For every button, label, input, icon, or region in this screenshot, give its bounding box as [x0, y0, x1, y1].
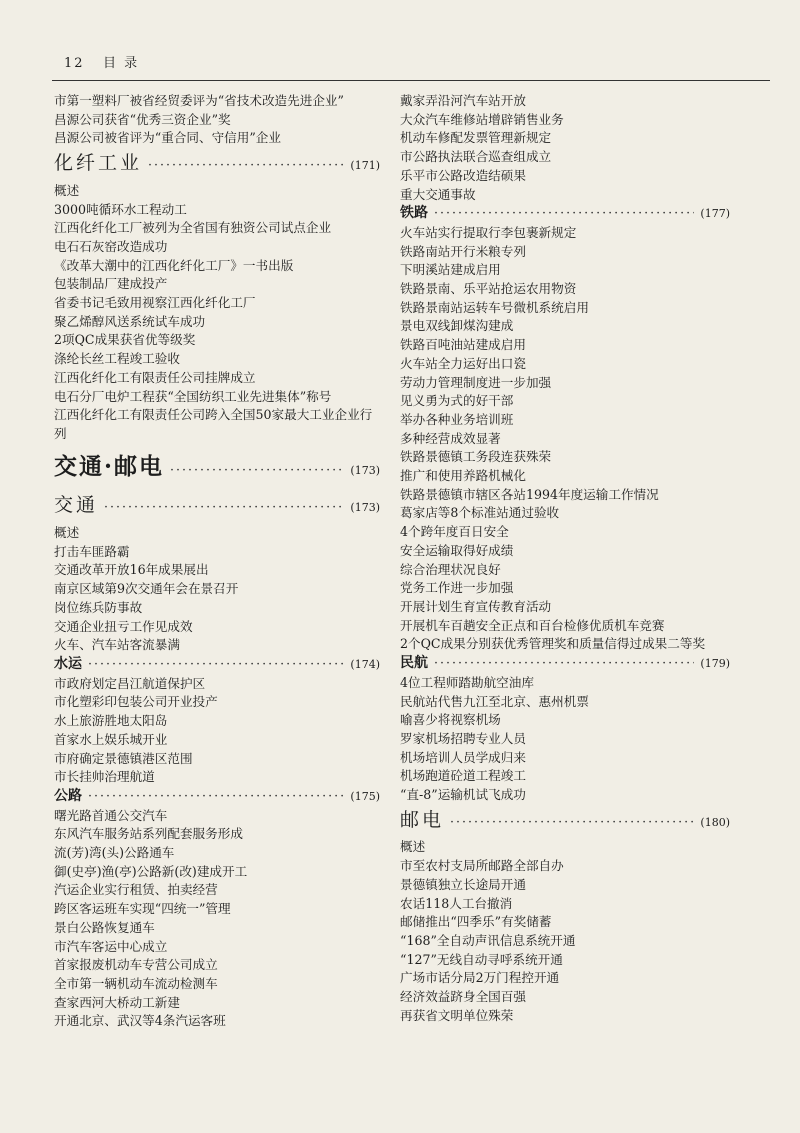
section-title: 交通	[54, 494, 99, 517]
section-title: 铁路	[400, 205, 428, 222]
toc-entry[interactable]: 农话118人工台撤消	[400, 895, 513, 911]
toc-entry[interactable]: 御(史亭)渔(亭)公路新(改)建成开工	[54, 863, 248, 879]
toc-entry[interactable]: 机场跑道砼道工程竣工	[400, 768, 526, 784]
toc-entry[interactable]: 铁路景南站运转车号微机系统启用	[400, 299, 589, 315]
toc-entry[interactable]: 罗家机场招聘专业人员	[400, 730, 526, 746]
toc-entry[interactable]: 机场培训人员学成归来	[400, 749, 526, 765]
toc-entry[interactable]: 市府确定景德镇港区范围	[54, 750, 193, 766]
toc-entry[interactable]: 见义勇为式的好干部	[400, 393, 514, 409]
toc-entry[interactable]: 聚乙烯醇风送系统试车成功	[54, 313, 206, 329]
toc-entry[interactable]: 市政府划定昌江航道保护区	[54, 675, 206, 691]
toc-entry[interactable]: 重大交通事故	[400, 186, 476, 202]
toc-entry[interactable]: 经济效益跻身全国百强	[400, 989, 526, 1005]
toc-entry[interactable]: 市长挂帅治理航道	[54, 769, 155, 785]
leader-dots	[148, 156, 344, 175]
leader-dots	[104, 498, 344, 517]
toc-entry[interactable]: 铁路南站开行米粮专列	[400, 243, 526, 259]
toc-entry[interactable]: 戴家弄沿河汽车站开放	[400, 93, 526, 108]
toc-entry[interactable]: 查家西河大桥动工新建	[54, 994, 180, 1010]
toc-entry[interactable]: 开展机车百趟安全正点和百台检修优质机车竞赛	[400, 617, 665, 633]
toc-entry[interactable]: 火车、汽车站客流暴满	[54, 637, 180, 653]
section-heading-transport[interactable]	[54, 496, 380, 518]
toc-entry[interactable]: 昌源公司获省“优秀三资企业”奖	[54, 111, 231, 127]
section-page: (173)	[350, 501, 380, 515]
toc-entry[interactable]: 市公路执法联合巡查组成立	[400, 149, 552, 165]
section-page: (179)	[700, 657, 730, 671]
toc-entry[interactable]: 岗位练兵防事故	[54, 599, 143, 615]
toc-entry[interactable]: 铁路百吨油站建成启用	[400, 337, 526, 353]
section-heading-chemical-fiber[interactable]	[54, 154, 380, 176]
section-page: (174)	[350, 657, 380, 671]
section-heading-railway[interactable]	[400, 204, 730, 224]
section-heading-post[interactable]	[400, 808, 730, 833]
toc-entry[interactable]: 火车站实行提取行李包裹新规定	[400, 224, 577, 240]
toc-entry[interactable]: 广场市话分局2万门程控开通	[400, 970, 560, 986]
leader-dots	[450, 813, 694, 832]
toc-entry[interactable]: 葛家店等8个标准站通过验收	[400, 505, 560, 521]
toc-entry[interactable]: 铁路景德镇工务段连获殊荣	[400, 449, 552, 465]
right-column	[400, 92, 730, 1025]
toc-entry[interactable]: 4个跨年度百日安全	[400, 524, 509, 540]
section-page: (171)	[350, 159, 380, 173]
toc-entry[interactable]: 3000吨循环水工程动工	[54, 201, 187, 217]
toc-entry[interactable]: 跨区客运班车实现“四统一”管理	[54, 901, 231, 917]
toc-entry[interactable]: 江西化纤化工厂被列为全省国有独资公司试点企业	[54, 220, 332, 236]
toc-entry[interactable]: 水上旅游胜地太阳岛	[54, 713, 168, 729]
left-column	[54, 92, 380, 1031]
toc-entry[interactable]: 市化塑彩印包装公司开业投产	[54, 694, 218, 710]
section-page: (180)	[700, 815, 730, 829]
toc-entry[interactable]: 市汽车客运中心成立	[54, 938, 168, 954]
toc-entry[interactable]: 火车站全力运好出口瓷	[400, 355, 526, 371]
toc-entry[interactable]: “直-8”运输机试飞成功	[400, 787, 526, 803]
toc-entry[interactable]: 2项QC成果获省优等级奖	[54, 332, 196, 348]
toc-entry[interactable]: 电石分厂电炉工程获“全国纺织工业先进集体”称号	[54, 388, 332, 404]
section-page: (173)	[350, 463, 380, 477]
leader-dots	[88, 655, 344, 674]
leader-dots	[88, 787, 344, 806]
toc-entry[interactable]: 多种经营成效显著	[400, 430, 501, 446]
toc-entry[interactable]: 铁路景德镇市辖区各站1994年度运输工作情况	[400, 486, 659, 502]
toc-entry[interactable]: 江西化纤化工有限责任公司挂牌成立	[54, 369, 256, 385]
section-heading-highway[interactable]	[54, 787, 380, 807]
toc-entry[interactable]: 市至农村支局所邮路全部自办	[400, 858, 564, 874]
page-header-title: 目 录	[102, 56, 140, 71]
leader-dots	[170, 461, 344, 480]
toc-entry[interactable]: 开通北京、武汉等4条汽运客班	[54, 1013, 226, 1029]
toc-entry[interactable]: 涤纶长丝工程竣工验收	[54, 351, 180, 367]
toc-entry[interactable]: 下明溪站建成启用	[400, 262, 501, 278]
page-header	[64, 52, 139, 71]
section-title: 民航	[400, 655, 428, 672]
toc-entry[interactable]: 包装制品厂建成投产	[54, 276, 168, 292]
toc-entry[interactable]: 南京区域第9次交通年会在景召开	[54, 581, 239, 597]
toc-entry[interactable]: 全市第一辆机动车流动检测车	[54, 975, 218, 991]
toc-entry[interactable]: 《改革大潮中的江西化纤化工厂》一书出版	[54, 257, 294, 273]
toc-entry[interactable]: 2个QC成果分别获优秀管理奖和质量信得过成果二等奖	[400, 636, 706, 652]
toc-entry[interactable]: 首家报废机动车专营公司成立	[54, 957, 218, 973]
toc-entry[interactable]: “168”全自动声讯信息系统开通	[400, 932, 576, 948]
section-heading-aviation[interactable]	[400, 654, 730, 674]
toc-entry[interactable]: 曙光路首通公交汽车	[54, 807, 168, 823]
toc-entry[interactable]: 交通改革开放16年成果展出	[54, 562, 209, 578]
toc-entry[interactable]: 交通企业扭亏工作见成效	[54, 618, 193, 634]
header-rule	[52, 80, 770, 81]
section-title: 化纤工业	[54, 152, 143, 175]
section-title: 水运	[54, 655, 82, 672]
toc-entry[interactable]: 再获省文明单位殊荣	[400, 1007, 514, 1023]
section-title: 公路	[54, 787, 82, 804]
section-page: (175)	[350, 789, 380, 803]
toc-entry[interactable]: 大众汽车维修站增辟销售业务	[400, 111, 564, 127]
toc-entry[interactable]: 综合治理状况良好	[400, 561, 501, 577]
toc-entry[interactable]: 开展计划生育宣传教育活动	[400, 598, 552, 614]
page-number: 12	[64, 56, 85, 71]
toc-entry[interactable]: 电石石灰窑改造成功	[54, 238, 168, 254]
toc-entry[interactable]: 4位工程师踏勘航空油库	[400, 674, 534, 690]
section-title: 邮电	[400, 808, 445, 831]
toc-entry[interactable]: 概述	[54, 525, 80, 541]
toc-entry[interactable]: 景电双线卸煤沟建成	[400, 318, 514, 334]
toc-entry[interactable]: 打击车匪路霸	[54, 543, 130, 559]
toc-entry[interactable]: 乐平市公路改造结硕果	[400, 167, 526, 183]
toc-entry[interactable]: 景白公路恢复通车	[54, 919, 155, 935]
toc-entry[interactable]: 市第一塑料厂被省经贸委评为“省技术改造先进企业”	[54, 93, 344, 108]
section-heading-transport-post[interactable]	[54, 452, 380, 481]
section-title: 交通·邮电	[54, 452, 165, 480]
toc-entry[interactable]: 省委书记毛致用视察江西化纤化工厂	[54, 295, 256, 311]
toc-entry[interactable]: 邮储推出“四季乐”有奖储蓄	[400, 914, 552, 930]
toc-entry[interactable]: 汽运企业实行租赁、拍卖经营	[54, 882, 218, 898]
section-heading-water-transport[interactable]	[54, 655, 380, 675]
toc-entry[interactable]: 江西化纤化工有限责任公司跨入全国50家最大工业企业行列	[54, 407, 373, 441]
toc-entry[interactable]: 劳动力管理制度进一步加强	[400, 374, 552, 390]
toc-entry[interactable]: 喻喜少将视察机场	[400, 712, 501, 728]
section-page: (177)	[700, 207, 730, 221]
toc-entry[interactable]: 概述	[54, 182, 80, 198]
toc-entry[interactable]: 昌源公司被省评为“重合同、守信用”企业	[54, 130, 281, 146]
toc-entry[interactable]: 机动车修配发票管理新规定	[400, 130, 552, 146]
leader-dots	[434, 204, 694, 223]
toc-entry[interactable]: 民航站代售九江至北京、惠州机票	[400, 693, 589, 709]
leader-dots	[434, 654, 694, 673]
toc-entry[interactable]: 推广和使用养路机械化	[400, 468, 526, 484]
toc-entry[interactable]: 首家水上娱乐城开业	[54, 731, 168, 747]
toc-entry[interactable]: 党务工作进一步加强	[400, 580, 514, 596]
toc-entry[interactable]: 东风汽车服务站系列配套服务形成	[54, 826, 243, 842]
toc-entry[interactable]: 举办各种业务培训班	[400, 411, 514, 427]
toc-entry[interactable]: 铁路景南、乐平站抢运农用物资	[400, 281, 577, 297]
toc-entry[interactable]: 景德镇独立长途局开通	[400, 876, 526, 892]
toc-entry[interactable]: “127”无线自动寻呼系统开通	[400, 951, 563, 967]
toc-entry[interactable]: 安全运输取得好成绩	[400, 542, 514, 558]
toc-entry[interactable]: 概述	[400, 839, 426, 855]
toc-entry[interactable]: 流(芳)湾(头)公路通车	[54, 845, 175, 861]
